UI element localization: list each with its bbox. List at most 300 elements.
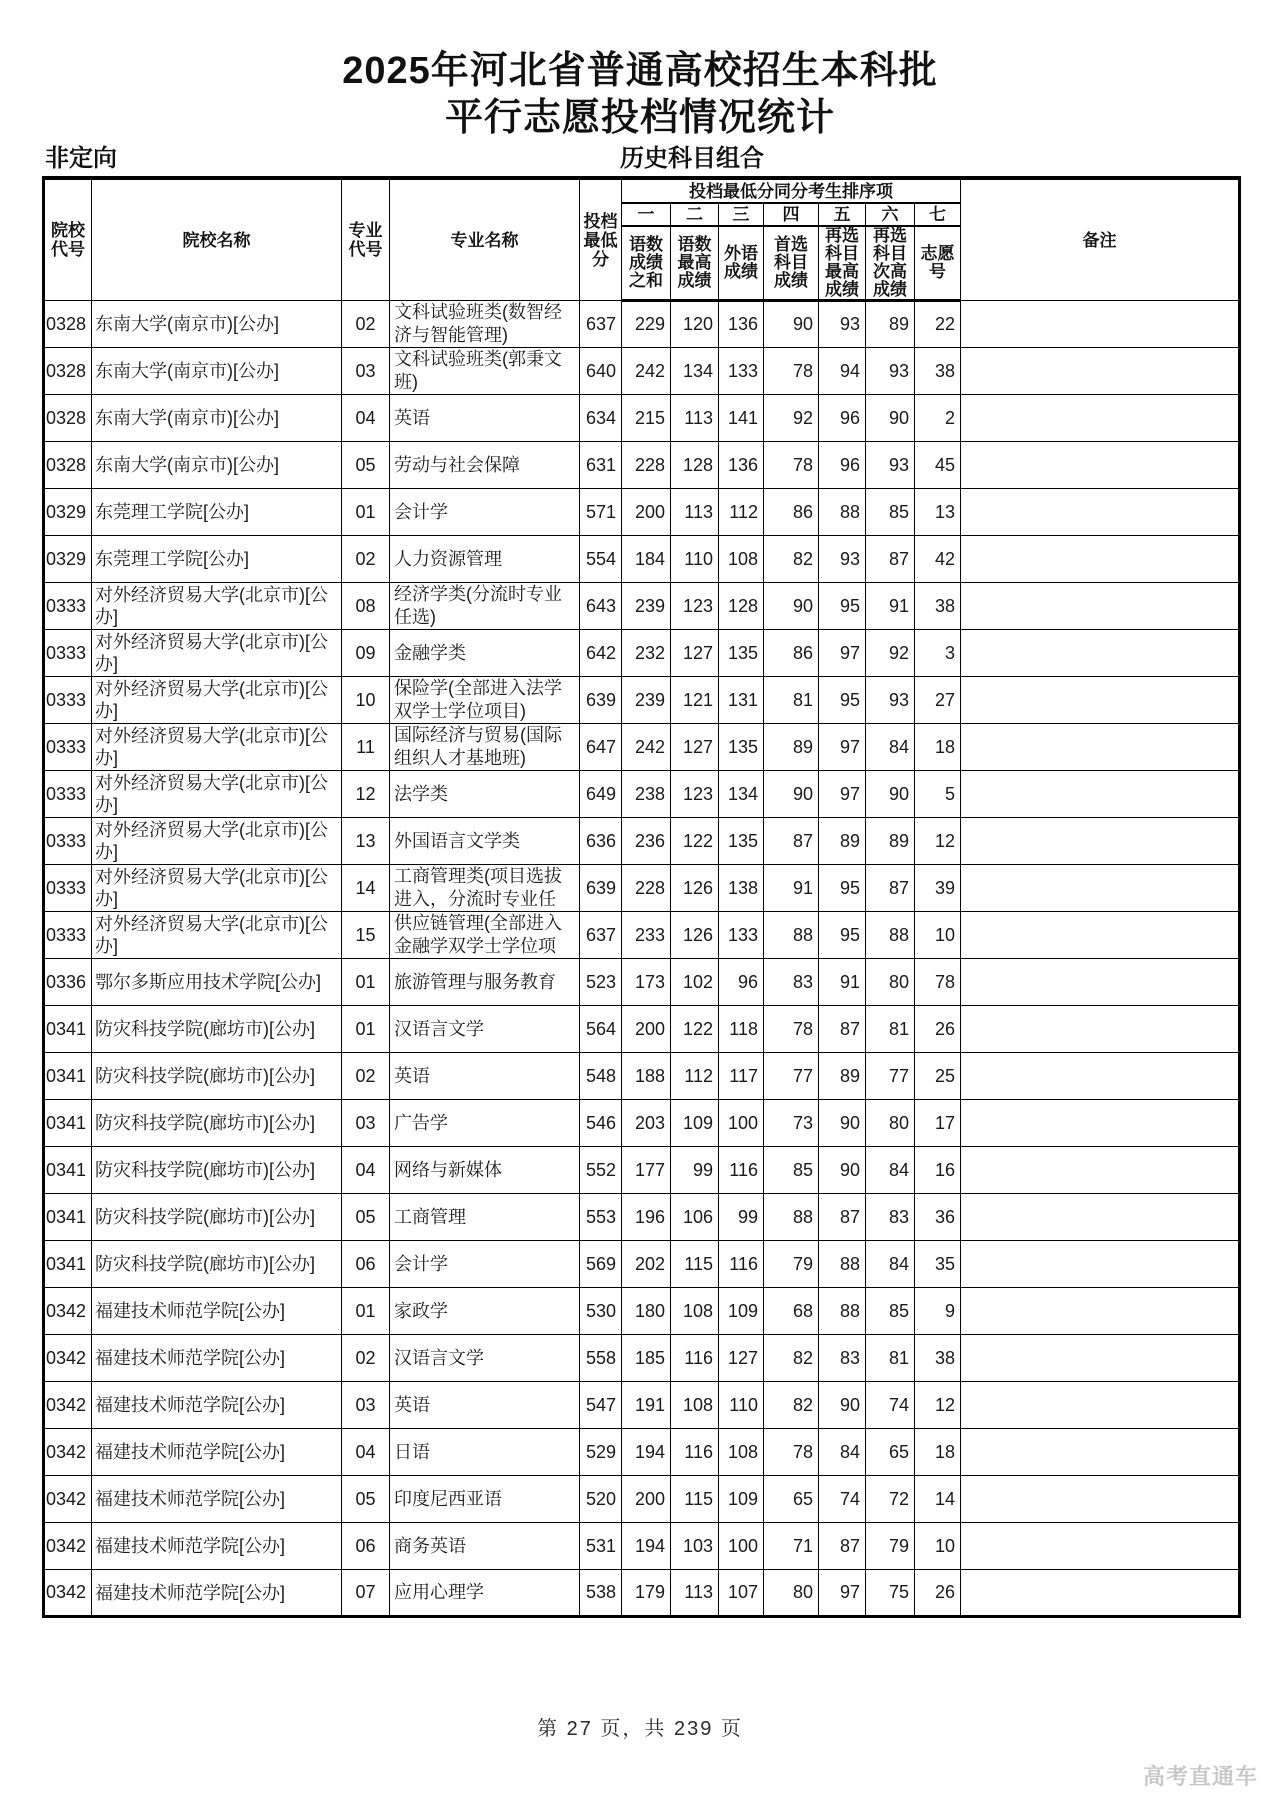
cell-min-score: 636 — [580, 818, 622, 865]
table-row — [44, 1523, 1240, 1570]
cell-major-name: 国际经济与贸易(国际组织人才基地班) — [390, 724, 580, 771]
cell-remark — [961, 1382, 1240, 1429]
table-row — [44, 536, 1240, 583]
cell-sort-1: 228 — [622, 442, 671, 489]
cell-institution-name: 福建技术师范学院[公办] — [92, 1335, 342, 1382]
table-header — [44, 178, 1240, 301]
cell-sort-5: 83 — [819, 1335, 866, 1382]
page-title-line1: 2025年河北省普通高校招生本科批 — [342, 50, 938, 92]
cell-sort-1: 232 — [622, 630, 671, 677]
cell-sort-2: 116 — [671, 1429, 719, 1476]
cell-sort-1: 177 — [622, 1147, 671, 1194]
cell-sort-3: 135 — [719, 724, 764, 771]
cell-sort-2: 120 — [671, 301, 719, 348]
cell-sort-1: 188 — [622, 1053, 671, 1100]
header-sort-label-1: 语数成绩之和 — [622, 226, 671, 301]
cell-institution-code: 0333 — [44, 583, 92, 630]
header-sort-num-6: 六 — [866, 203, 915, 226]
cell-major-code: 06 — [342, 1523, 390, 1570]
cell-sort-1: 236 — [622, 818, 671, 865]
cell-sort-1: 229 — [622, 301, 671, 348]
watermark: 高考直通车 — [1142, 1764, 1258, 1789]
cell-sort-6: 91 — [866, 583, 915, 630]
cell-sort-1: 233 — [622, 912, 671, 959]
cell-institution-code: 0333 — [44, 771, 92, 818]
table-row — [44, 1194, 1240, 1241]
table-row — [44, 1570, 1240, 1617]
header-remark: 备注 — [961, 178, 1240, 301]
cell-sort-7: 17 — [915, 1100, 961, 1147]
cell-institution-name: 对外经济贸易大学(北京市)[公办] — [92, 724, 342, 771]
cell-sort-2: 110 — [671, 536, 719, 583]
cell-min-score: 548 — [580, 1053, 622, 1100]
cell-sort-4: 80 — [764, 1570, 819, 1617]
section-label-nondirected: 非定向 — [45, 145, 117, 172]
cell-sort-5: 95 — [819, 583, 866, 630]
cell-remark — [961, 959, 1240, 1006]
cell-sort-5: 95 — [819, 912, 866, 959]
cell-institution-name: 东南大学(南京市)[公办] — [92, 348, 342, 395]
cell-min-score: 523 — [580, 959, 622, 1006]
cell-sort-6: 74 — [866, 1382, 915, 1429]
cell-min-score: 637 — [580, 912, 622, 959]
cell-sort-2: 108 — [671, 1382, 719, 1429]
cell-major-name: 会计学 — [390, 1241, 580, 1288]
table-row — [44, 630, 1240, 677]
cell-institution-code: 0333 — [44, 912, 92, 959]
cell-sort-4: 68 — [764, 1288, 819, 1335]
cell-sort-4: 88 — [764, 1194, 819, 1241]
cell-institution-name: 防灾科技学院(廊坊市)[公办] — [92, 1194, 342, 1241]
cell-sort-7: 38 — [915, 348, 961, 395]
cell-major-code: 14 — [342, 865, 390, 912]
cell-sort-2: 103 — [671, 1523, 719, 1570]
cell-min-score: 553 — [580, 1194, 622, 1241]
cell-sort-6: 80 — [866, 1100, 915, 1147]
cell-institution-name: 防灾科技学院(廊坊市)[公办] — [92, 1006, 342, 1053]
cell-institution-code: 0341 — [44, 1194, 92, 1241]
header-sort-num-5: 五 — [819, 203, 866, 226]
cell-sort-7: 38 — [915, 1335, 961, 1382]
cell-remark — [961, 1523, 1240, 1570]
cell-institution-name: 福建技术师范学院[公办] — [92, 1288, 342, 1335]
cell-min-score: 649 — [580, 771, 622, 818]
cell-institution-code: 0328 — [44, 395, 92, 442]
cell-sort-2: 126 — [671, 865, 719, 912]
table-row — [44, 489, 1240, 536]
cell-min-score: 642 — [580, 630, 622, 677]
cell-institution-code: 0333 — [44, 630, 92, 677]
cell-sort-6: 89 — [866, 301, 915, 348]
cell-sort-3: 138 — [719, 865, 764, 912]
cell-min-score: 547 — [580, 1382, 622, 1429]
cell-major-code: 05 — [342, 1194, 390, 1241]
cell-major-name: 网络与新媒体 — [390, 1147, 580, 1194]
cell-sort-6: 90 — [866, 395, 915, 442]
cell-institution-name: 东莞理工学院[公办] — [92, 536, 342, 583]
cell-sort-6: 65 — [866, 1429, 915, 1476]
cell-min-score: 530 — [580, 1288, 622, 1335]
cell-sort-4: 86 — [764, 630, 819, 677]
cell-sort-3: 116 — [719, 1147, 764, 1194]
cell-sort-5: 96 — [819, 442, 866, 489]
cell-sort-2: 121 — [671, 677, 719, 724]
cell-sort-2: 115 — [671, 1241, 719, 1288]
cell-sort-7: 5 — [915, 771, 961, 818]
header-sort-num-4: 四 — [764, 203, 819, 226]
table-row — [44, 301, 1240, 348]
cell-institution-name: 对外经济贸易大学(北京市)[公办] — [92, 865, 342, 912]
cell-major-code: 05 — [342, 442, 390, 489]
cell-institution-name: 东南大学(南京市)[公办] — [92, 395, 342, 442]
cell-sort-7: 25 — [915, 1053, 961, 1100]
cell-min-score: 558 — [580, 1335, 622, 1382]
cell-remark — [961, 912, 1240, 959]
header-sort-label-4: 首选科目成绩 — [764, 226, 819, 301]
cell-sort-6: 81 — [866, 1335, 915, 1382]
cell-sort-7: 18 — [915, 724, 961, 771]
cell-institution-code: 0333 — [44, 677, 92, 724]
table-body — [44, 301, 1240, 1617]
table-row — [44, 1335, 1240, 1382]
cell-sort-2: 109 — [671, 1100, 719, 1147]
header-major-code: 专业代号 — [342, 178, 390, 301]
cell-remark — [961, 1288, 1240, 1335]
header-sort-num-1: 一 — [622, 203, 671, 226]
cell-major-name: 英语 — [390, 1053, 580, 1100]
cell-min-score: 552 — [580, 1147, 622, 1194]
cell-min-score: 640 — [580, 348, 622, 395]
cell-institution-code: 0341 — [44, 1241, 92, 1288]
cell-major-name: 供应链管理(全部进入金融学双学士学位项 — [390, 912, 580, 959]
cell-sort-4: 78 — [764, 442, 819, 489]
cell-sort-6: 83 — [866, 1194, 915, 1241]
cell-sort-2: 122 — [671, 1006, 719, 1053]
cell-min-score: 643 — [580, 583, 622, 630]
cell-min-score: 520 — [580, 1476, 622, 1523]
header-sort-label-7: 志愿号 — [915, 226, 961, 301]
cell-sort-2: 123 — [671, 583, 719, 630]
cell-sort-7: 39 — [915, 865, 961, 912]
cell-institution-code: 0336 — [44, 959, 92, 1006]
cell-major-code: 06 — [342, 1241, 390, 1288]
table-row — [44, 959, 1240, 1006]
cell-sort-1: 242 — [622, 348, 671, 395]
cell-major-name: 会计学 — [390, 489, 580, 536]
cell-remark — [961, 1053, 1240, 1100]
cell-sort-7: 12 — [915, 1382, 961, 1429]
cell-sort-5: 97 — [819, 1570, 866, 1617]
cell-sort-4: 90 — [764, 301, 819, 348]
cell-sort-1: 203 — [622, 1100, 671, 1147]
cell-sort-4: 82 — [764, 1335, 819, 1382]
cell-major-code: 04 — [342, 1429, 390, 1476]
cell-institution-name: 东南大学(南京市)[公办] — [92, 442, 342, 489]
cell-sort-3: 110 — [719, 1382, 764, 1429]
cell-institution-code: 0342 — [44, 1382, 92, 1429]
cell-major-code: 03 — [342, 1100, 390, 1147]
table-row — [44, 771, 1240, 818]
cell-sort-4: 82 — [764, 536, 819, 583]
cell-sort-2: 115 — [671, 1476, 719, 1523]
table-row — [44, 1382, 1240, 1429]
cell-sort-2: 99 — [671, 1147, 719, 1194]
cell-sort-5: 90 — [819, 1382, 866, 1429]
cell-institution-name: 防灾科技学院(廊坊市)[公办] — [92, 1053, 342, 1100]
cell-major-code: 13 — [342, 818, 390, 865]
cell-institution-code: 0341 — [44, 1053, 92, 1100]
table-row — [44, 1147, 1240, 1194]
cell-sort-3: 109 — [719, 1288, 764, 1335]
cell-major-name: 商务英语 — [390, 1523, 580, 1570]
cell-major-code: 01 — [342, 959, 390, 1006]
cell-remark — [961, 1241, 1240, 1288]
cell-institution-code: 0342 — [44, 1335, 92, 1382]
cell-sort-5: 89 — [819, 1053, 866, 1100]
cell-major-name: 汉语言文学 — [390, 1335, 580, 1382]
cell-remark — [961, 724, 1240, 771]
cell-sort-6: 85 — [866, 489, 915, 536]
cell-sort-5: 96 — [819, 395, 866, 442]
cell-institution-code: 0342 — [44, 1429, 92, 1476]
cell-sort-4: 90 — [764, 583, 819, 630]
cell-sort-4: 88 — [764, 912, 819, 959]
cell-sort-3: 136 — [719, 301, 764, 348]
cell-sort-5: 97 — [819, 630, 866, 677]
cell-sort-4: 92 — [764, 395, 819, 442]
cell-sort-7: 2 — [915, 395, 961, 442]
cell-min-score: 538 — [580, 1570, 622, 1617]
cell-major-code: 01 — [342, 1006, 390, 1053]
cell-institution-code: 0341 — [44, 1147, 92, 1194]
cell-remark — [961, 630, 1240, 677]
cell-sort-3: 131 — [719, 677, 764, 724]
cell-sort-3: 107 — [719, 1570, 764, 1617]
cell-min-score: 529 — [580, 1429, 622, 1476]
cell-sort-2: 134 — [671, 348, 719, 395]
cell-major-name: 汉语言文学 — [390, 1006, 580, 1053]
cell-sort-6: 93 — [866, 677, 915, 724]
cell-sort-6: 80 — [866, 959, 915, 1006]
cell-sort-6: 79 — [866, 1523, 915, 1570]
cell-major-code: 05 — [342, 1476, 390, 1523]
cell-sort-6: 84 — [866, 1241, 915, 1288]
cell-remark — [961, 395, 1240, 442]
cell-sort-7: 14 — [915, 1476, 961, 1523]
cell-sort-5: 88 — [819, 1241, 866, 1288]
cell-sort-1: 191 — [622, 1382, 671, 1429]
table-row — [44, 395, 1240, 442]
cell-sort-3: 127 — [719, 1335, 764, 1382]
cell-major-name: 劳动与社会保障 — [390, 442, 580, 489]
cell-sort-4: 73 — [764, 1100, 819, 1147]
cell-sort-5: 89 — [819, 818, 866, 865]
cell-min-score: 531 — [580, 1523, 622, 1570]
cell-remark — [961, 301, 1240, 348]
cell-sort-5: 93 — [819, 536, 866, 583]
cell-institution-name: 福建技术师范学院[公办] — [92, 1476, 342, 1523]
cell-sort-6: 87 — [866, 865, 915, 912]
cell-major-name: 应用心理学 — [390, 1570, 580, 1617]
cell-remark — [961, 1335, 1240, 1382]
cell-institution-code: 0328 — [44, 442, 92, 489]
cell-sort-2: 106 — [671, 1194, 719, 1241]
cell-institution-name: 防灾科技学院(廊坊市)[公办] — [92, 1100, 342, 1147]
cell-sort-3: 118 — [719, 1006, 764, 1053]
cell-sort-3: 108 — [719, 536, 764, 583]
cell-sort-7: 22 — [915, 301, 961, 348]
page-title-line2: 平行志愿投档情况统计 — [444, 97, 835, 139]
cell-institution-name: 鄂尔多斯应用技术学院[公办] — [92, 959, 342, 1006]
cell-major-name: 外国语言文学类 — [390, 818, 580, 865]
cell-sort-6: 93 — [866, 348, 915, 395]
table-row — [44, 1429, 1240, 1476]
page-number: 第 27 页，共 239 页 — [537, 1718, 743, 1740]
cell-institution-code: 0333 — [44, 818, 92, 865]
cell-institution-code: 0342 — [44, 1523, 92, 1570]
cell-major-name: 文科试验班类(郭秉文班) — [390, 348, 580, 395]
cell-sort-3: 99 — [719, 1194, 764, 1241]
cell-institution-name: 福建技术师范学院[公办] — [92, 1429, 342, 1476]
cell-remark — [961, 771, 1240, 818]
cell-min-score: 637 — [580, 301, 622, 348]
cell-sort-1: 184 — [622, 536, 671, 583]
cell-sort-7: 26 — [915, 1006, 961, 1053]
cell-sort-4: 85 — [764, 1147, 819, 1194]
cell-institution-name: 福建技术师范学院[公办] — [92, 1523, 342, 1570]
header-sort-label-3: 外语成绩 — [719, 226, 764, 301]
cell-major-name: 经济学类(分流时专业任选) — [390, 583, 580, 630]
section-label-subject-group: 历史科目组合 — [620, 145, 764, 172]
cell-sort-2: 123 — [671, 771, 719, 818]
cell-sort-7: 13 — [915, 489, 961, 536]
cell-major-code: 01 — [342, 1288, 390, 1335]
cell-sort-7: 3 — [915, 630, 961, 677]
cell-sort-1: 180 — [622, 1288, 671, 1335]
cell-institution-name: 防灾科技学院(廊坊市)[公办] — [92, 1241, 342, 1288]
cell-remark — [961, 865, 1240, 912]
cell-sort-5: 87 — [819, 1194, 866, 1241]
header-sort-num-7: 七 — [915, 203, 961, 226]
cell-sort-3: 141 — [719, 395, 764, 442]
cell-sort-4: 83 — [764, 959, 819, 1006]
cell-sort-1: 202 — [622, 1241, 671, 1288]
cell-remark — [961, 583, 1240, 630]
table-row — [44, 865, 1240, 912]
cell-sort-7: 16 — [915, 1147, 961, 1194]
cell-min-score: 647 — [580, 724, 622, 771]
cell-min-score: 634 — [580, 395, 622, 442]
cell-institution-name: 东莞理工学院[公办] — [92, 489, 342, 536]
cell-institution-code: 0342 — [44, 1476, 92, 1523]
cell-sort-1: 200 — [622, 1006, 671, 1053]
cell-remark — [961, 348, 1240, 395]
cell-major-name: 印度尼西亚语 — [390, 1476, 580, 1523]
cell-sort-7: 26 — [915, 1570, 961, 1617]
cell-institution-code: 0342 — [44, 1288, 92, 1335]
cell-sort-7: 18 — [915, 1429, 961, 1476]
cell-major-name: 人力资源管理 — [390, 536, 580, 583]
cell-sort-3: 135 — [719, 818, 764, 865]
table-row — [44, 912, 1240, 959]
cell-sort-5: 87 — [819, 1523, 866, 1570]
cell-min-score: 571 — [580, 489, 622, 536]
cell-major-code: 15 — [342, 912, 390, 959]
table-row — [44, 1006, 1240, 1053]
cell-sort-4: 77 — [764, 1053, 819, 1100]
table-row — [44, 724, 1240, 771]
cell-sort-7: 27 — [915, 677, 961, 724]
cell-sort-4: 90 — [764, 771, 819, 818]
cell-sort-5: 88 — [819, 1288, 866, 1335]
cell-sort-1: 238 — [622, 771, 671, 818]
header-sort-group: 投档最低分同分考生排序项 — [622, 178, 961, 203]
cell-major-code: 08 — [342, 583, 390, 630]
cell-major-name: 英语 — [390, 395, 580, 442]
cell-sort-4: 81 — [764, 677, 819, 724]
cell-sort-6: 75 — [866, 1570, 915, 1617]
cell-major-name: 日语 — [390, 1429, 580, 1476]
cell-sort-3: 117 — [719, 1053, 764, 1100]
cell-sort-3: 134 — [719, 771, 764, 818]
cell-min-score: 564 — [580, 1006, 622, 1053]
cell-remark — [961, 442, 1240, 489]
cell-institution-name: 福建技术师范学院[公办] — [92, 1570, 342, 1617]
cell-major-code: 03 — [342, 348, 390, 395]
cell-sort-3: 128 — [719, 583, 764, 630]
cell-sort-5: 74 — [819, 1476, 866, 1523]
cell-major-name: 法学类 — [390, 771, 580, 818]
page-title — [0, 48, 1280, 142]
cell-remark — [961, 1429, 1240, 1476]
cell-major-name: 旅游管理与服务教育 — [390, 959, 580, 1006]
cell-sort-1: 215 — [622, 395, 671, 442]
cell-institution-code: 0328 — [44, 301, 92, 348]
cell-min-score: 569 — [580, 1241, 622, 1288]
cell-institution-name: 对外经济贸易大学(北京市)[公办] — [92, 630, 342, 677]
cell-sort-2: 126 — [671, 912, 719, 959]
cell-remark — [961, 1476, 1240, 1523]
cell-institution-code: 0341 — [44, 1006, 92, 1053]
cell-sort-3: 108 — [719, 1429, 764, 1476]
cell-remark — [961, 536, 1240, 583]
cell-sort-5: 87 — [819, 1006, 866, 1053]
cell-major-code: 02 — [342, 1053, 390, 1100]
cell-sort-3: 135 — [719, 630, 764, 677]
cell-sort-3: 112 — [719, 489, 764, 536]
cell-sort-6: 85 — [866, 1288, 915, 1335]
cell-sort-4: 89 — [764, 724, 819, 771]
cell-sort-3: 100 — [719, 1100, 764, 1147]
cell-sort-7: 35 — [915, 1241, 961, 1288]
cell-major-name: 文科试验班类(数智经济与智能管理) — [390, 301, 580, 348]
cell-sort-3: 133 — [719, 912, 764, 959]
header-min-score: 投档最低分 — [580, 178, 622, 301]
cell-sort-2: 112 — [671, 1053, 719, 1100]
cell-sort-7: 42 — [915, 536, 961, 583]
cell-sort-4: 82 — [764, 1382, 819, 1429]
cell-sort-4: 71 — [764, 1523, 819, 1570]
cell-sort-5: 91 — [819, 959, 866, 1006]
table-row — [44, 583, 1240, 630]
cell-sort-1: 200 — [622, 1476, 671, 1523]
cell-major-code: 04 — [342, 395, 390, 442]
cell-sort-7: 36 — [915, 1194, 961, 1241]
cell-sort-2: 127 — [671, 724, 719, 771]
cell-major-code: 01 — [342, 489, 390, 536]
cell-sort-6: 84 — [866, 724, 915, 771]
cell-min-score: 631 — [580, 442, 622, 489]
